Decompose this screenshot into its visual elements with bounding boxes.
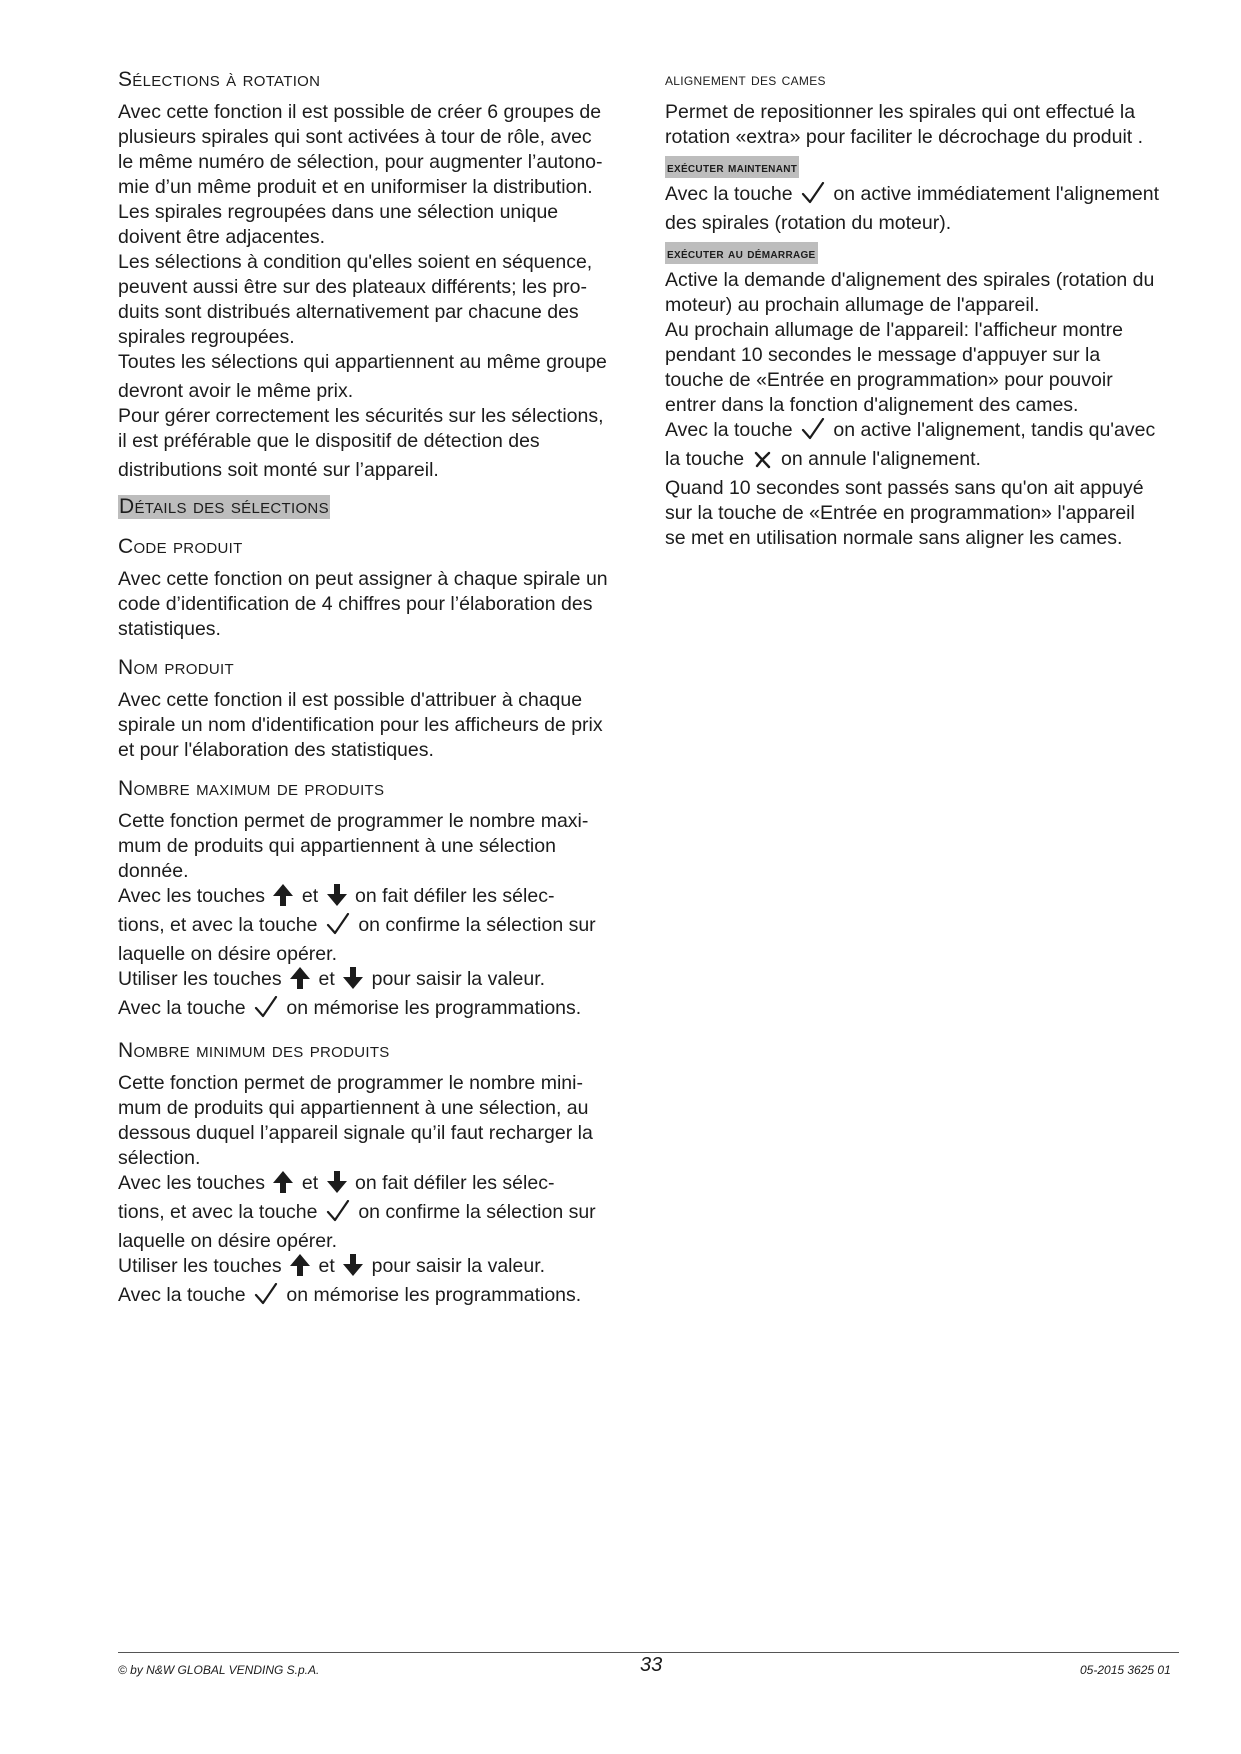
paragraph-line: mum de produits qui appartiennent à une sélection, au [118,1097,589,1119]
paragraph-line: laquelle on désire opérer. [118,943,337,965]
paragraph-line: mum de produits qui appartiennent à une sélection [118,835,556,857]
paragraph-line: entrer dans la fonction d'alignement des cames. [665,394,1079,416]
paragraph-line: sélection. [118,1147,201,1169]
paragraph-line: donnée. [118,860,189,882]
text-fragment: Avec les touches [118,1172,266,1194]
paragraph-line: distributions soit monté sur l’appareil. [118,459,439,481]
paragraph-line: des spirales (rotation du moteur). [665,212,952,234]
right-column [665,62,1195,551]
text-fragment: Avec la touche [118,1284,246,1306]
text-fragment: et [301,1172,319,1194]
text-fragment: Avec les touches [118,885,266,907]
text-fragment: on mémorise les programmations. [286,997,582,1019]
cross-icon [753,449,773,476]
text-fragment: on fait défiler les sélec- [355,885,555,907]
text-fragment: et [301,885,319,907]
left-column [118,62,638,1312]
paragraph-line: Toutes les sélections qui appartiennent au même groupe [118,351,607,373]
arrow-up-icon [273,884,293,913]
text-fragment: Avec la touche [665,183,793,205]
paragraph-line: Pour gérer correctement les sécurités sur les sélections, [118,405,604,427]
text-fragment: on fait défiler les sélec- [355,1172,555,1194]
paragraph-line: touche de «Entrée en programmation» pour pouvoir [665,369,1113,391]
section-nombre-maximum [118,809,638,1025]
paragraph-line: statistiques. [118,618,221,640]
section-details-selections [118,495,638,519]
paragraph-line [665,182,1195,211]
arrow-up-icon [290,967,310,996]
paragraph-line: duits sont distribués alternativement par chacune des [118,301,579,323]
heading-alignement-cames: alignement des cames [665,70,826,89]
check-icon [254,996,278,1025]
text-fragment: Avec la touche [118,997,246,1019]
subheading-executer-maintenant: exécuter maintenant [665,156,799,178]
paragraph-line [118,967,638,996]
paragraph-line: laquelle on désire opérer. [118,1230,337,1252]
paragraph-line: code d’identification de 4 chiffres pour l’élaboration des [118,593,593,615]
paragraph-line: le même numéro de sélection, pour augmenter l’autono- [118,151,603,173]
paragraph-line: Permet de repositionner les spirales qui ont effectué la [665,101,1136,123]
footer-copyright: © by N&W GLOBAL VENDING S.p.A. [118,1663,320,1677]
text-fragment: on mémorise les programmations. [286,1284,582,1306]
check-icon [326,1200,350,1229]
paragraph-line: Cette fonction permet de programmer le nombre maxi- [118,810,589,832]
paragraph-line: se met en utilisation normale sans aligner les cames. [665,527,1123,549]
paragraph-line: Cette fonction permet de programmer le nombre mini- [118,1072,583,1094]
arrow-up-icon [290,1254,310,1283]
text-fragment: la touche [665,448,745,470]
paragraph-line: sur la touche de «Entrée en programmation» l'appareil [665,502,1135,524]
heading-selections-rotation: Sélections à rotation [118,68,321,91]
text-fragment: on annule l'alignement. [781,448,981,470]
paragraph-line: peuvent aussi être sur des plateaux différents; les pro- [118,276,587,298]
section-alignement-cames [665,100,1195,551]
paragraph-line: moteur) au prochain allumage de l'appareil. [665,294,1040,316]
section-selections-rotation [118,100,638,483]
paragraph-line: Avec cette fonction il est possible de créer 6 groupes de [118,101,602,123]
paragraph-line: Quand 10 secondes sont passés sans qu'on ait appuyé [665,477,1144,499]
check-icon [254,1283,278,1312]
page-number: 33 [640,1654,663,1676]
text-fragment: pour saisir la valeur. [371,968,546,990]
arrow-down-icon [343,967,363,996]
paragraph-line [665,418,1195,447]
section-nombre-minimum [118,1071,638,1312]
text-fragment: Utiliser les touches [118,968,282,990]
paragraph-line: rotation «extra» pour faciliter le décrochage du produit . [665,126,1144,148]
text-fragment: pour saisir la valeur. [371,1255,546,1277]
text-fragment: on active immédiatement l'alignement [833,183,1160,205]
footer-divider [118,1652,1179,1653]
paragraph-line [118,1254,638,1283]
paragraph-line [118,996,638,1025]
paragraph-line: mie d’un même produit et en uniformiser la distribution. [118,176,593,198]
paragraph-line: il est préférable que le dispositif de détection des [118,430,540,452]
text-fragment: et [318,968,335,990]
arrow-down-icon [327,884,347,913]
heading-nombre-maximum: Nombre maximum de produits [118,777,385,800]
paragraph-line: Active la demande d'alignement des spirales (rotation du [665,269,1155,291]
paragraph-line: Avec cette fonction il est possible d'attribuer à chaque [118,689,583,711]
heading-nombre-minimum: Nombre minimum des produits [118,1039,390,1062]
paragraph-line: pendant 10 secondes le message d'appuyer sur la [665,344,1101,366]
paragraph-line [665,447,1195,476]
paragraph-line [118,1171,638,1200]
check-icon [801,182,825,211]
document-code: 05-2015 3625 01 [1080,1663,1171,1677]
text-fragment: on confirme la sélection sur [358,914,596,936]
paragraph-line: spirales regroupées. [118,326,295,348]
paragraph-line [118,884,638,913]
text-fragment: tions, et avec la touche [118,914,318,936]
text-fragment: tions, et avec la touche [118,1201,318,1223]
text-fragment: Avec la touche [665,419,793,441]
subheading-executer-demarrage: exécuter au démarrage [665,242,818,264]
check-icon [801,418,825,447]
heading-nom-produit: Nom produit [118,656,234,679]
paragraph-line: devront avoir le même prix. [118,380,354,402]
arrow-up-icon [273,1171,293,1200]
text-fragment: et [318,1255,335,1277]
paragraph-line: Les sélections à condition qu'elles soient en séquence, [118,251,593,273]
arrow-down-icon [343,1254,363,1283]
arrow-down-icon [327,1171,347,1200]
section-code-produit [118,567,638,642]
paragraph-line [118,1200,638,1229]
paragraph-line: spirale un nom d'identification pour les afficheurs de prix [118,714,603,736]
text-fragment: Utiliser les touches [118,1255,282,1277]
heading-code-produit: Code produit [118,535,243,558]
paragraph-line: Les spirales regroupées dans une sélection unique [118,201,559,223]
paragraph-line: Avec cette fonction on peut assigner à chaque spirale un [118,568,608,590]
heading-details-selections: Détails des sélections [119,495,329,518]
paragraph-line: doivent être adjacentes. [118,226,326,248]
paragraph-line [118,1283,638,1312]
paragraph-line: Au prochain allumage de l'appareil: l'afficheur montre [665,319,1124,341]
check-icon [326,913,350,942]
paragraph-line: plusieurs spirales qui sont activées à tour de rôle, avec [118,126,592,148]
paragraph-line: dessous duquel l’appareil signale qu’il faut recharger la [118,1122,593,1144]
paragraph-line [118,913,638,942]
paragraph-line: et pour l'élaboration des statistiques. [118,739,434,761]
text-fragment: on active l'alignement, tandis qu'avec [833,419,1156,441]
section-nom-produit [118,688,638,763]
text-fragment: on confirme la sélection sur [358,1201,596,1223]
